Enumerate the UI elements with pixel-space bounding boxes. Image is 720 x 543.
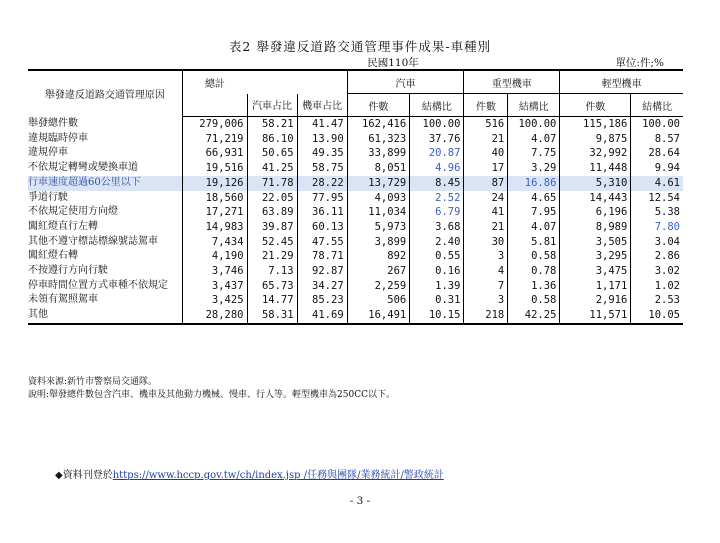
table-row [28,191,683,206]
row-value: 11,571 [560,308,631,324]
row-value: 71,219 [182,132,247,147]
table-row [28,279,683,294]
row-value: 8,051 [347,161,410,176]
row-value: 8.57 [631,132,683,147]
row-value: 1,171 [560,279,631,294]
table-row [28,235,683,250]
row-value: 58.31 [247,308,297,324]
row-value: 87 [464,176,508,191]
table-row [28,308,683,324]
row-value: 34.27 [297,279,347,294]
row-value: 3.04 [631,235,683,250]
header-car-share: 汽車占比 [247,94,297,117]
row-value: 7.75 [508,146,560,161]
row-value: 11,448 [560,161,631,176]
table-title: 表2 舉發違反道路交通管理事件成果-車種別 [228,39,492,54]
table-row [28,176,683,191]
row-cause: 違規臨時停車 [28,132,88,144]
row-value: 19,126 [182,176,247,191]
row-value: 0.16 [410,264,464,279]
row-value: 4.96 [410,161,464,176]
row-value: 65.73 [247,279,297,294]
row-value: 17,271 [182,205,247,220]
row-cause: 行車速度超過60公里以下 [28,176,182,191]
row-value: 8,989 [560,220,631,235]
row-cause: 停車時間位置方式車種不依規定 [28,279,168,291]
row-value: 47.55 [297,235,347,250]
link-prefix: ◆資料刊登於 [55,470,113,481]
row-value: 58.21 [247,117,297,132]
header-heavy-motorcycle: 重型機車 [464,70,560,94]
row-value: 2.86 [631,249,683,264]
row-value: 0.31 [410,293,464,308]
row-value: 3.02 [631,264,683,279]
row-value: 17 [464,161,508,176]
row-value: 7 [464,279,508,294]
row-value: 3,505 [560,235,631,250]
row-value: 61,323 [347,132,410,147]
unit-label: 單位:件;% [615,57,664,69]
row-value: 4,190 [182,249,247,264]
row-value: 162,416 [347,117,410,132]
row-value: 0.58 [508,293,560,308]
row-cause: 闖紅燈右轉 [28,250,78,262]
header-cause: 舉發違反道路交通管理原因 [28,70,182,117]
source-note: 資料來源:新竹市警察局交通隊。 [28,377,158,387]
row-value: 4.07 [508,132,560,147]
row-value: 5.38 [631,205,683,220]
row-value: 3,899 [347,235,410,250]
row-value: 100.00 [410,117,464,132]
row-value: 6,196 [560,205,631,220]
row-value: 16.86 [508,176,560,191]
row-value: 3 [464,249,508,264]
statistics-table [28,69,683,325]
header-moto-share: 機車占比 [297,94,347,117]
row-value: 22.05 [247,191,297,206]
row-value: 10.05 [631,308,683,324]
row-value: 5,973 [347,220,410,235]
row-value: 21 [464,132,508,147]
row-value: 5,310 [560,176,631,191]
row-value: 41 [464,205,508,220]
row-value: 50.65 [247,146,297,161]
row-cause: 違規停車 [28,147,68,159]
explain-note: 說明:舉發總件數包含汽車、機車及其他動力機械、慢車、行人等。輕型機車為250CC以下。 [28,390,395,400]
row-value: 0.55 [410,249,464,264]
row-value: 4.65 [508,191,560,206]
row-value: 12.54 [631,191,683,206]
table-row [28,146,683,161]
row-value: 115,186 [560,117,631,132]
publication-link[interactable]: https://www.hccp.gov.tw/ch/index.jsp /任務與團隊/業務統計/警政統計 [112,470,444,481]
table-row [28,264,683,279]
row-value: 14,443 [560,191,631,206]
row-value: 37.76 [410,132,464,147]
table-row [28,205,683,220]
row-value: 60.13 [297,220,347,235]
row-value: 63.89 [247,205,297,220]
row-value: 3,295 [560,249,631,264]
row-cause: 不依規定轉彎或變換車道 [28,162,138,174]
row-value: 19,516 [182,161,247,176]
row-value: 2.40 [410,235,464,250]
row-value: 18,560 [182,191,247,206]
header-light-motorcycle: 輕型機車 [560,70,683,94]
row-cause: 未領有駕照駕車 [28,294,98,306]
header-car: 汽車 [347,70,464,94]
row-value: 1.39 [410,279,464,294]
row-value: 11,034 [347,205,410,220]
header-total: 總計 [182,70,247,94]
row-value: 16,491 [347,308,410,324]
row-value: 100.00 [631,117,683,132]
row-value: 40 [464,146,508,161]
row-value: 6.79 [410,205,464,220]
publication-link-line [55,466,444,481]
row-value: 3 [464,293,508,308]
row-value: 39.87 [247,220,297,235]
row-cause: 其他 [28,308,182,324]
row-value: 33,899 [347,146,410,161]
table-row [28,220,683,235]
table-row [28,132,683,147]
row-value: 100.00 [508,117,560,132]
row-cause: 舉發總件數 [28,117,78,129]
row-value: 58.75 [297,161,347,176]
table-row [28,161,683,176]
row-value: 41.69 [297,308,347,324]
row-value: 36.11 [297,205,347,220]
row-value: 28,280 [182,308,247,324]
row-value: 14.77 [247,293,297,308]
row-value: 41.47 [297,117,347,132]
row-value: 267 [347,264,410,279]
header-structure: 結構比 [508,94,560,117]
row-value: 506 [347,293,410,308]
row-cause: 闖紅燈直行左轉 [28,220,98,232]
row-value: 30 [464,235,508,250]
notes [28,376,395,402]
table-row [28,117,683,132]
row-value: 1.02 [631,279,683,294]
row-value: 86.10 [247,132,297,147]
row-value: 92.87 [297,264,347,279]
row-value: 66,931 [182,146,247,161]
row-value: 42.25 [508,308,560,324]
row-value: 2.53 [631,293,683,308]
row-value: 21.29 [247,249,297,264]
row-value: 49.35 [297,146,347,161]
row-value: 7.95 [508,205,560,220]
row-value: 28.22 [297,176,347,191]
row-value: 0.78 [508,264,560,279]
row-cause: 其他不遵守標誌標線號誌駕車 [28,235,158,247]
header-count: 件數 [347,94,410,117]
year-subtitle: 民國110年 [367,57,419,69]
row-value: 71.78 [247,176,297,191]
row-value: 52.45 [247,235,297,250]
row-value: 0.58 [508,249,560,264]
row-value: 41.25 [247,161,297,176]
row-value: 4 [464,264,508,279]
row-value: 13.90 [297,132,347,147]
row-value: 21 [464,220,508,235]
header-count: 件數 [464,94,508,117]
row-value: 4.61 [631,176,683,191]
row-value: 9.94 [631,161,683,176]
row-value: 5.81 [508,235,560,250]
row-value: 3,475 [560,264,631,279]
row-value: 218 [464,308,508,324]
row-value: 14,983 [182,220,247,235]
row-value: 85.23 [297,293,347,308]
row-value: 10.15 [410,308,464,324]
row-value: 32,992 [560,146,631,161]
row-value: 28.64 [631,146,683,161]
row-value: 7.80 [631,220,683,235]
row-value: 2.52 [410,191,464,206]
header-count: 件數 [560,94,631,117]
page-number: - 3 - [349,495,371,507]
row-value: 3.29 [508,161,560,176]
row-value: 3,425 [182,293,247,308]
row-value: 77.95 [297,191,347,206]
row-value: 1.36 [508,279,560,294]
row-value: 279,006 [182,117,247,132]
row-value: 20.87 [410,146,464,161]
row-value: 3,746 [182,264,247,279]
row-value: 3,437 [182,279,247,294]
row-cause: 爭道行駛 [28,191,68,203]
row-value: 13,729 [347,176,410,191]
header-structure: 結構比 [410,94,464,117]
row-value: 8.45 [410,176,464,191]
row-value: 892 [347,249,410,264]
row-value: 4.07 [508,220,560,235]
row-value: 2,916 [560,293,631,308]
row-value: 2,259 [347,279,410,294]
row-value: 4,093 [347,191,410,206]
row-value: 78.71 [297,249,347,264]
row-cause: 不依規定使用方向燈 [28,206,118,218]
table-row [28,249,683,264]
row-value: 3.68 [410,220,464,235]
row-value: 7.13 [247,264,297,279]
table-row [28,293,683,308]
row-value: 9,875 [560,132,631,147]
header-structure: 結構比 [631,94,683,117]
row-value: 24 [464,191,508,206]
row-value: 516 [464,117,508,132]
row-value: 7,434 [182,235,247,250]
row-cause: 不按遵行方向行駛 [28,265,108,277]
